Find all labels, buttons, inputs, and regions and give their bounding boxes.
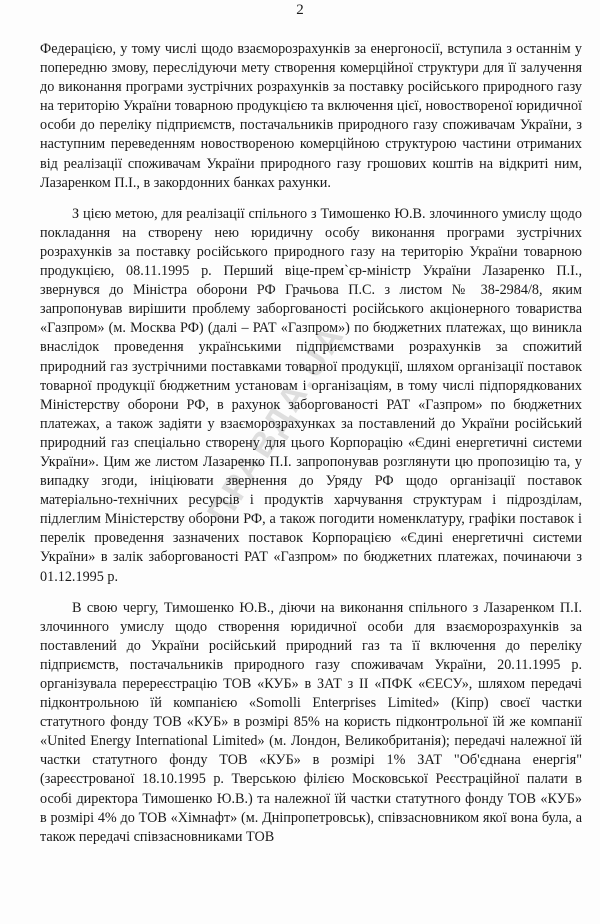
page-number: 2 (296, 2, 304, 18)
paragraph-1: Федерацією, у тому числі щодо взаєморозрахунків за енергоносії, вступила з останнім у попередню змову, переслідуючи мету створення комерційної структури для її залучення до виконання програми зустрічних розрахунків за поставку російського природного газу на територію України товарною продукцією та включення цієї, новоствореної юридичної особи до переліку підприємств, постачальників природного газу споживачам України, з наступним переведенням новоствореною комерційною структурою частини отриманих від реалізації споживачам України природного газу грошових коштів на відкриті ним, Лазаренком П.І., в закордонних банках рахунки. (40, 41, 582, 191)
watermark: ПРАВДА.UA (200, 317, 353, 531)
paragraph-2: З цією метою, для реалізації спільного з Тимошенко Ю.В. злочинного умислу щодо покладання на створену нею юридичну особу виконання програми зустрічних розрахунків за поставку російського природного газу на територію України товарною продукцією, 08.11.1995 р. Перший віце-прем`єр-міністр України Лазаренко П.І., звернувся до Міністра оборони РФ Грачьова П.С. з листом № 38-2984/8, яким запропонував вирішити проблему заборгованості російського акціонерного товариства «Газпром» (м. Москва РФ) (далі – РАТ «Газпром») по бюджетних платежах, що виникла внаслідок проведення українськими підприємствами розрахунків за спожитий природний газ зустрічними поставками товарної продукції, шляхом організації поставок товарної продукції бюджетним установам і організаціям, в тому числі підпорядкованих Міністерству оборони РФ, в рахунок заборгованості РАТ «Газпром» по бюджетних платежах, а також задіяти у взаєморозрахунках за поставлений до України російський природний газ спеціально створену для цього Корпорацію «Єдині енергетичні системи України». Цим же листом Лазаренко П.І. запропонував розглянути цю пропозицію та, у випадку згоди, ініціювати звернення до Уряду РФ щодо організації поставок матеріально-технічних ресурсів і продуктів харчування структурам і підрозділам, підлеглим Міністерству оборони РФ, а також погодити номенклатуру, графіки поставок і перелік проведення зазначених поставок Корпорацією «Єдині енергетичні системи України» в залік заборгованості РАТ «Газпром» по бюджетних платежах, починаючи з 01.12.1995 р. (40, 205, 582, 585)
paragraph-3: В свою чергу, Тимошенко Ю.В., діючи на виконання спільного з Лазаренком П.І. злочинного умислу щодо створення юридичної особи для взаєморозрахунків за поставлений до України російський природний газ та її включення до переліку підприємств, постачальників природного газу споживачам України, 20.11.1995 р. організувала перереєстрацію ТОВ «КУБ» в ЗАТ з ІІ «ПФК «ЄЕСУ», шляхом передачі підконтрольною їй компанією «Somolli Enterprises Limited» (Кіпр) своєї частки статутного фонду ТОВ «КУБ» в розмірі 85% на користь підконтрольної їй же компанії «United Energy International Limited» (м. Лондон, Великобританія); передачі належної їй частки статутного фонду ТОВ «КУБ» в розмірі 1% ЗАТ "Об'єднана енергія" (зареєстрованої 18.10.1995 р. Тверською філією Московської Реєстраційної палати в особі директора Тимошенко Ю.В.) та належної їй частки статутного фонду ТОВ «КУБ» в розмірі 4% до ТОВ «Хімнафт» (м. Дніпропетровськ), співзасновником якої вона була, а також передачі співзасновниками ТОВ (40, 599, 582, 845)
document-body (40, 40, 582, 859)
